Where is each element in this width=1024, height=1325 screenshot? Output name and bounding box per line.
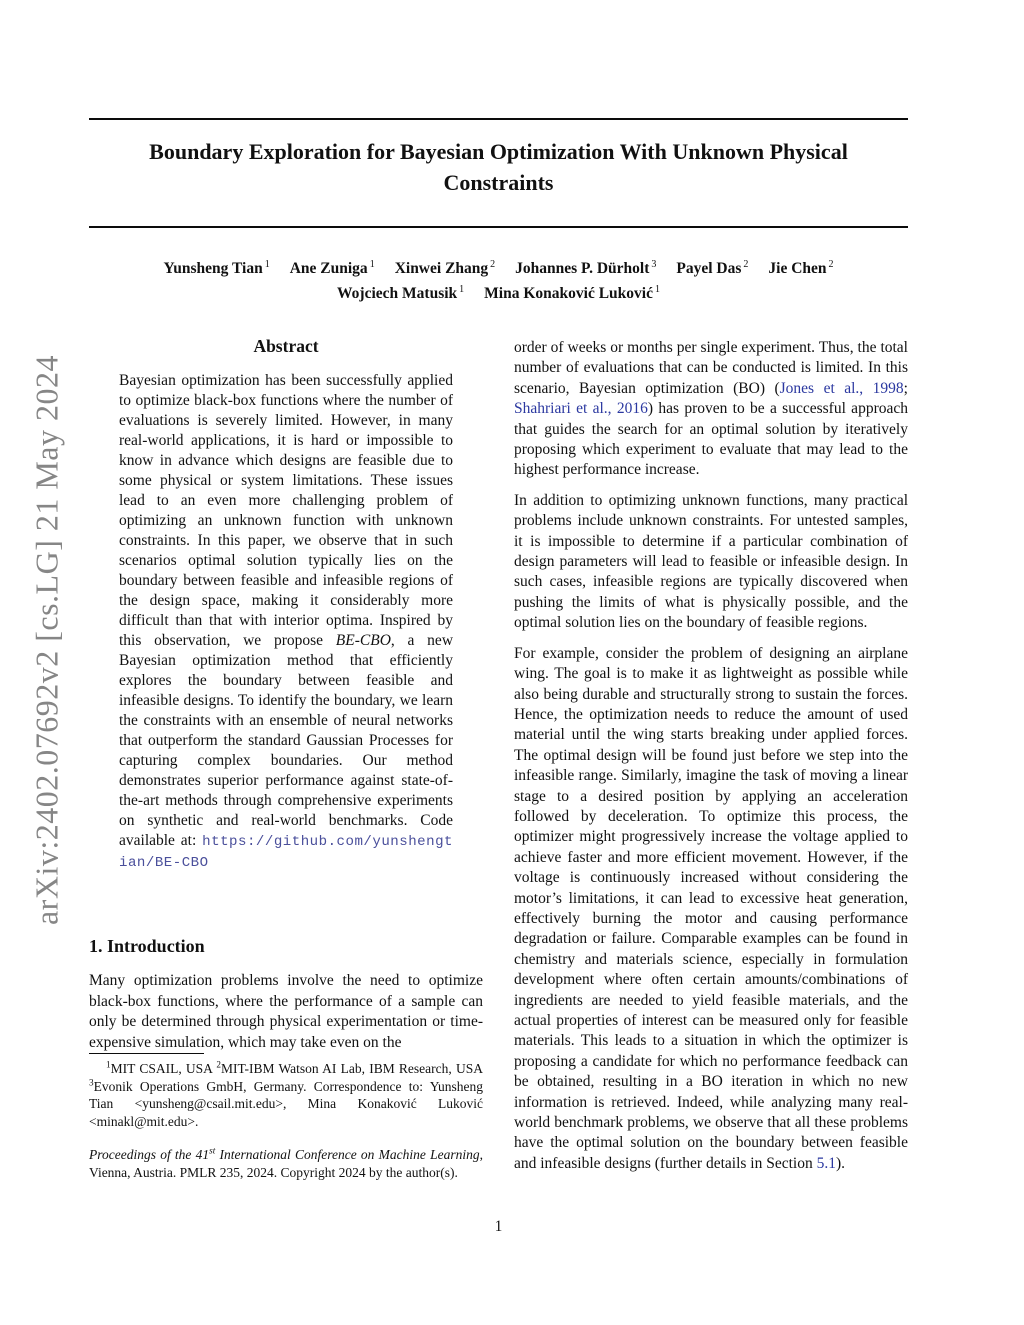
- footnote-section: [89, 1053, 483, 1130]
- text-segment: Proceedings of the 41: [89, 1147, 210, 1162]
- author-name: Payel Das $^2$: [676, 258, 749, 277]
- author-block: [89, 256, 908, 306]
- author-row-2: [89, 281, 908, 306]
- paper-title: [89, 136, 908, 198]
- body-paragraph-1: [514, 338, 908, 481]
- footnote-rule: [89, 1053, 204, 1054]
- author-affiliation-superscript: 1: [264, 258, 270, 270]
- paper-title-line2: Constraints: [443, 170, 554, 195]
- abstract-heading: Abstract: [253, 336, 319, 356]
- abstract-section: [119, 336, 453, 873]
- page-number: 1: [494, 1218, 503, 1235]
- text-segment: , Vienna, Austria. PMLR 235, 2024. Copyright 2024 by the author(s).: [89, 1147, 483, 1180]
- text-segment: 3: [89, 1077, 94, 1087]
- text-segment: order of weeks or months per single experiment. Thus, the total number of evaluations that can be conducted is limited. In this scenario, Bayesian optimization (BO) (: [514, 339, 908, 397]
- author-affiliation-superscript: 2: [490, 258, 496, 270]
- title-rule-bottom: [89, 226, 908, 228]
- text-segment: ;: [903, 379, 908, 397]
- text-segment: , a new Bayesian optimization method that efficiently explores the boundary between feasible and infeasible designs. To identify the boundary, we learn the constraints with an ensemble of neural networks that outperform the standard Gaussian Processes for capturing complex boundaries. Our method demonstrates superior performance against state-of-the-art methods through comprehensive experiments on synthetic and real-world benchmarks. Code available at:: [119, 632, 454, 849]
- text-segment: MIT-IBM Watson AI Lab, IBM Research, USA: [221, 1061, 483, 1076]
- text-segment: Evonik Operations GmbH, Germany. Correspondence to: Yunsheng Tian <yunsheng@csail.mit.edu>, Mina Konaković Luković <minakl@mit.edu>.: [89, 1078, 483, 1129]
- author-affiliation-superscript: 2: [828, 258, 834, 270]
- body-paragraph-3: [514, 644, 908, 1175]
- introduction-heading: 1. Introduction: [89, 936, 205, 956]
- text-segment: MIT CSAIL, USA: [110, 1061, 217, 1076]
- author-name: Mina Konaković Luković $^1$: [484, 283, 660, 302]
- author-name: Johannes P. Dürholt $^3$: [515, 258, 657, 277]
- title-rule-top: [89, 118, 908, 120]
- author-row-1: [89, 256, 908, 281]
- text-segment: Many optimization problems involve the need to optimize black-box functions, where the performance of a sample can only be determined through physical experimentation or time-expensive simulation, which may take even on the: [89, 972, 483, 1051]
- right-column: [514, 338, 908, 1184]
- citation-link[interactable]: Shahriari et al., 2016: [514, 400, 648, 418]
- arxiv-watermark: arXiv:2402.07692v2 [cs.LG] 21 May 2024: [28, 354, 65, 926]
- body-paragraph-2: [514, 491, 908, 634]
- text-segment: BE-CBO: [335, 632, 391, 649]
- author-affiliation-superscript: 1: [654, 283, 660, 295]
- author-name: Ane Zuniga $^1$: [289, 258, 375, 277]
- affiliation-footnote: [89, 1060, 483, 1130]
- text-segment: Bayesian optimization has been successfully applied to optimize black-box functions where the number of evaluations is severely limited. However, in many real-world applications, it is hard or impossible to know in advance which designs are feasible due to some physical or system limitations. These issues lead to an even more challenging problem of optimizing an unknown function with unknown constraints. In this paper, we observe that in such scenarios optimal solution typically lies on the boundary between feasible and infeasible regions of the design space, making it considerably more difficult than that with interior optima. Inspired by this observation, we propose: [119, 372, 453, 649]
- text-segment: 2: [216, 1059, 222, 1070]
- citation-link[interactable]: 5.1: [816, 1154, 836, 1172]
- author-name: Wojciech Matusik $^1$: [337, 283, 465, 302]
- text-segment: st: [209, 1145, 216, 1156]
- author-affiliation-superscript: 1: [459, 283, 465, 295]
- abstract-paragraph: [119, 371, 453, 873]
- citation-link[interactable]: Jones et al., 1998: [779, 379, 904, 397]
- proceedings-notice: [89, 1146, 483, 1182]
- author-affiliation-superscript: 3: [651, 258, 657, 270]
- author-affiliation-superscript: 2: [743, 258, 749, 270]
- text-segment: For example, consider the problem of designing an airplane wing. The goal is to make it as lightweight as possible while also being durable and structurally strong to sustain the forces. Hence, the optimization needs to reduce the amount of used material until the wing starts breaking under applied forces. The optimal design will be found just before we step into the infeasible range. Similarly, imagine the task of moving a linear stage to a desired position by applying an acceleration followed by deceleration. To optimize this process, the optimizer might progressively increase the voltage applied to achieve faster and more efficient movement. However, if the voltage is continuously increased without considering the motor’s limitations, it can lead to excessive heat generation, effectively burning the motor and causing performance degradation or failure. Comparable examples can be found in chemistry and materials science, especially in formulation development where often certain amounts/combinations of ingredients are needed to yield feasible materials, and the actual properties of interest can be measured only for feasible materials. This leads to a situation in which the optimizer is proposing a candidate for which no performance feedback can be obtained, resulting in a BO iteration in which no new information is retrieved. Indeed, while analyzing many real-world benchmark problems, we observe that all these problems have the optimal solution on the boundary between feasible and infeasible designs (further details in Section: [514, 644, 908, 1172]
- text-segment: International Conference on Machine Learning: [215, 1147, 480, 1162]
- text-segment: In addition to optimizing unknown functions, many practical problems include unknown constraints. For untested samples, it is impossible to determine if a particular combination of design parameters will lead to feasible or infeasible design. In such cases, infeasible regions are typically discovered when pushing the limits of what is physically possible, and the optimal solution lies on the boundary of feasible regions.: [514, 491, 908, 632]
- paper-title-line1: Boundary Exploration for Bayesian Optimization With Unknown Physical: [149, 139, 848, 164]
- text-segment: ).: [835, 1154, 846, 1172]
- author-name: Yunsheng Tian $^1$: [163, 258, 270, 277]
- code-url-link[interactable]: https://github.com/yunshengtian/BE-CBO: [119, 834, 453, 871]
- text-segment: ) has proven to be a successful approach that guides the search for an optimal solution by iteratively proposing which experiment to evaluate that may lead to the highest performance increase.: [514, 400, 908, 479]
- author-name: Xinwei Zhang $^2$: [394, 258, 496, 277]
- text-segment: 1: [106, 1059, 111, 1070]
- introduction-paragraph: [89, 971, 483, 1053]
- author-name: Jie Chen $^2$: [768, 258, 834, 277]
- author-affiliation-superscript: 1: [369, 258, 375, 270]
